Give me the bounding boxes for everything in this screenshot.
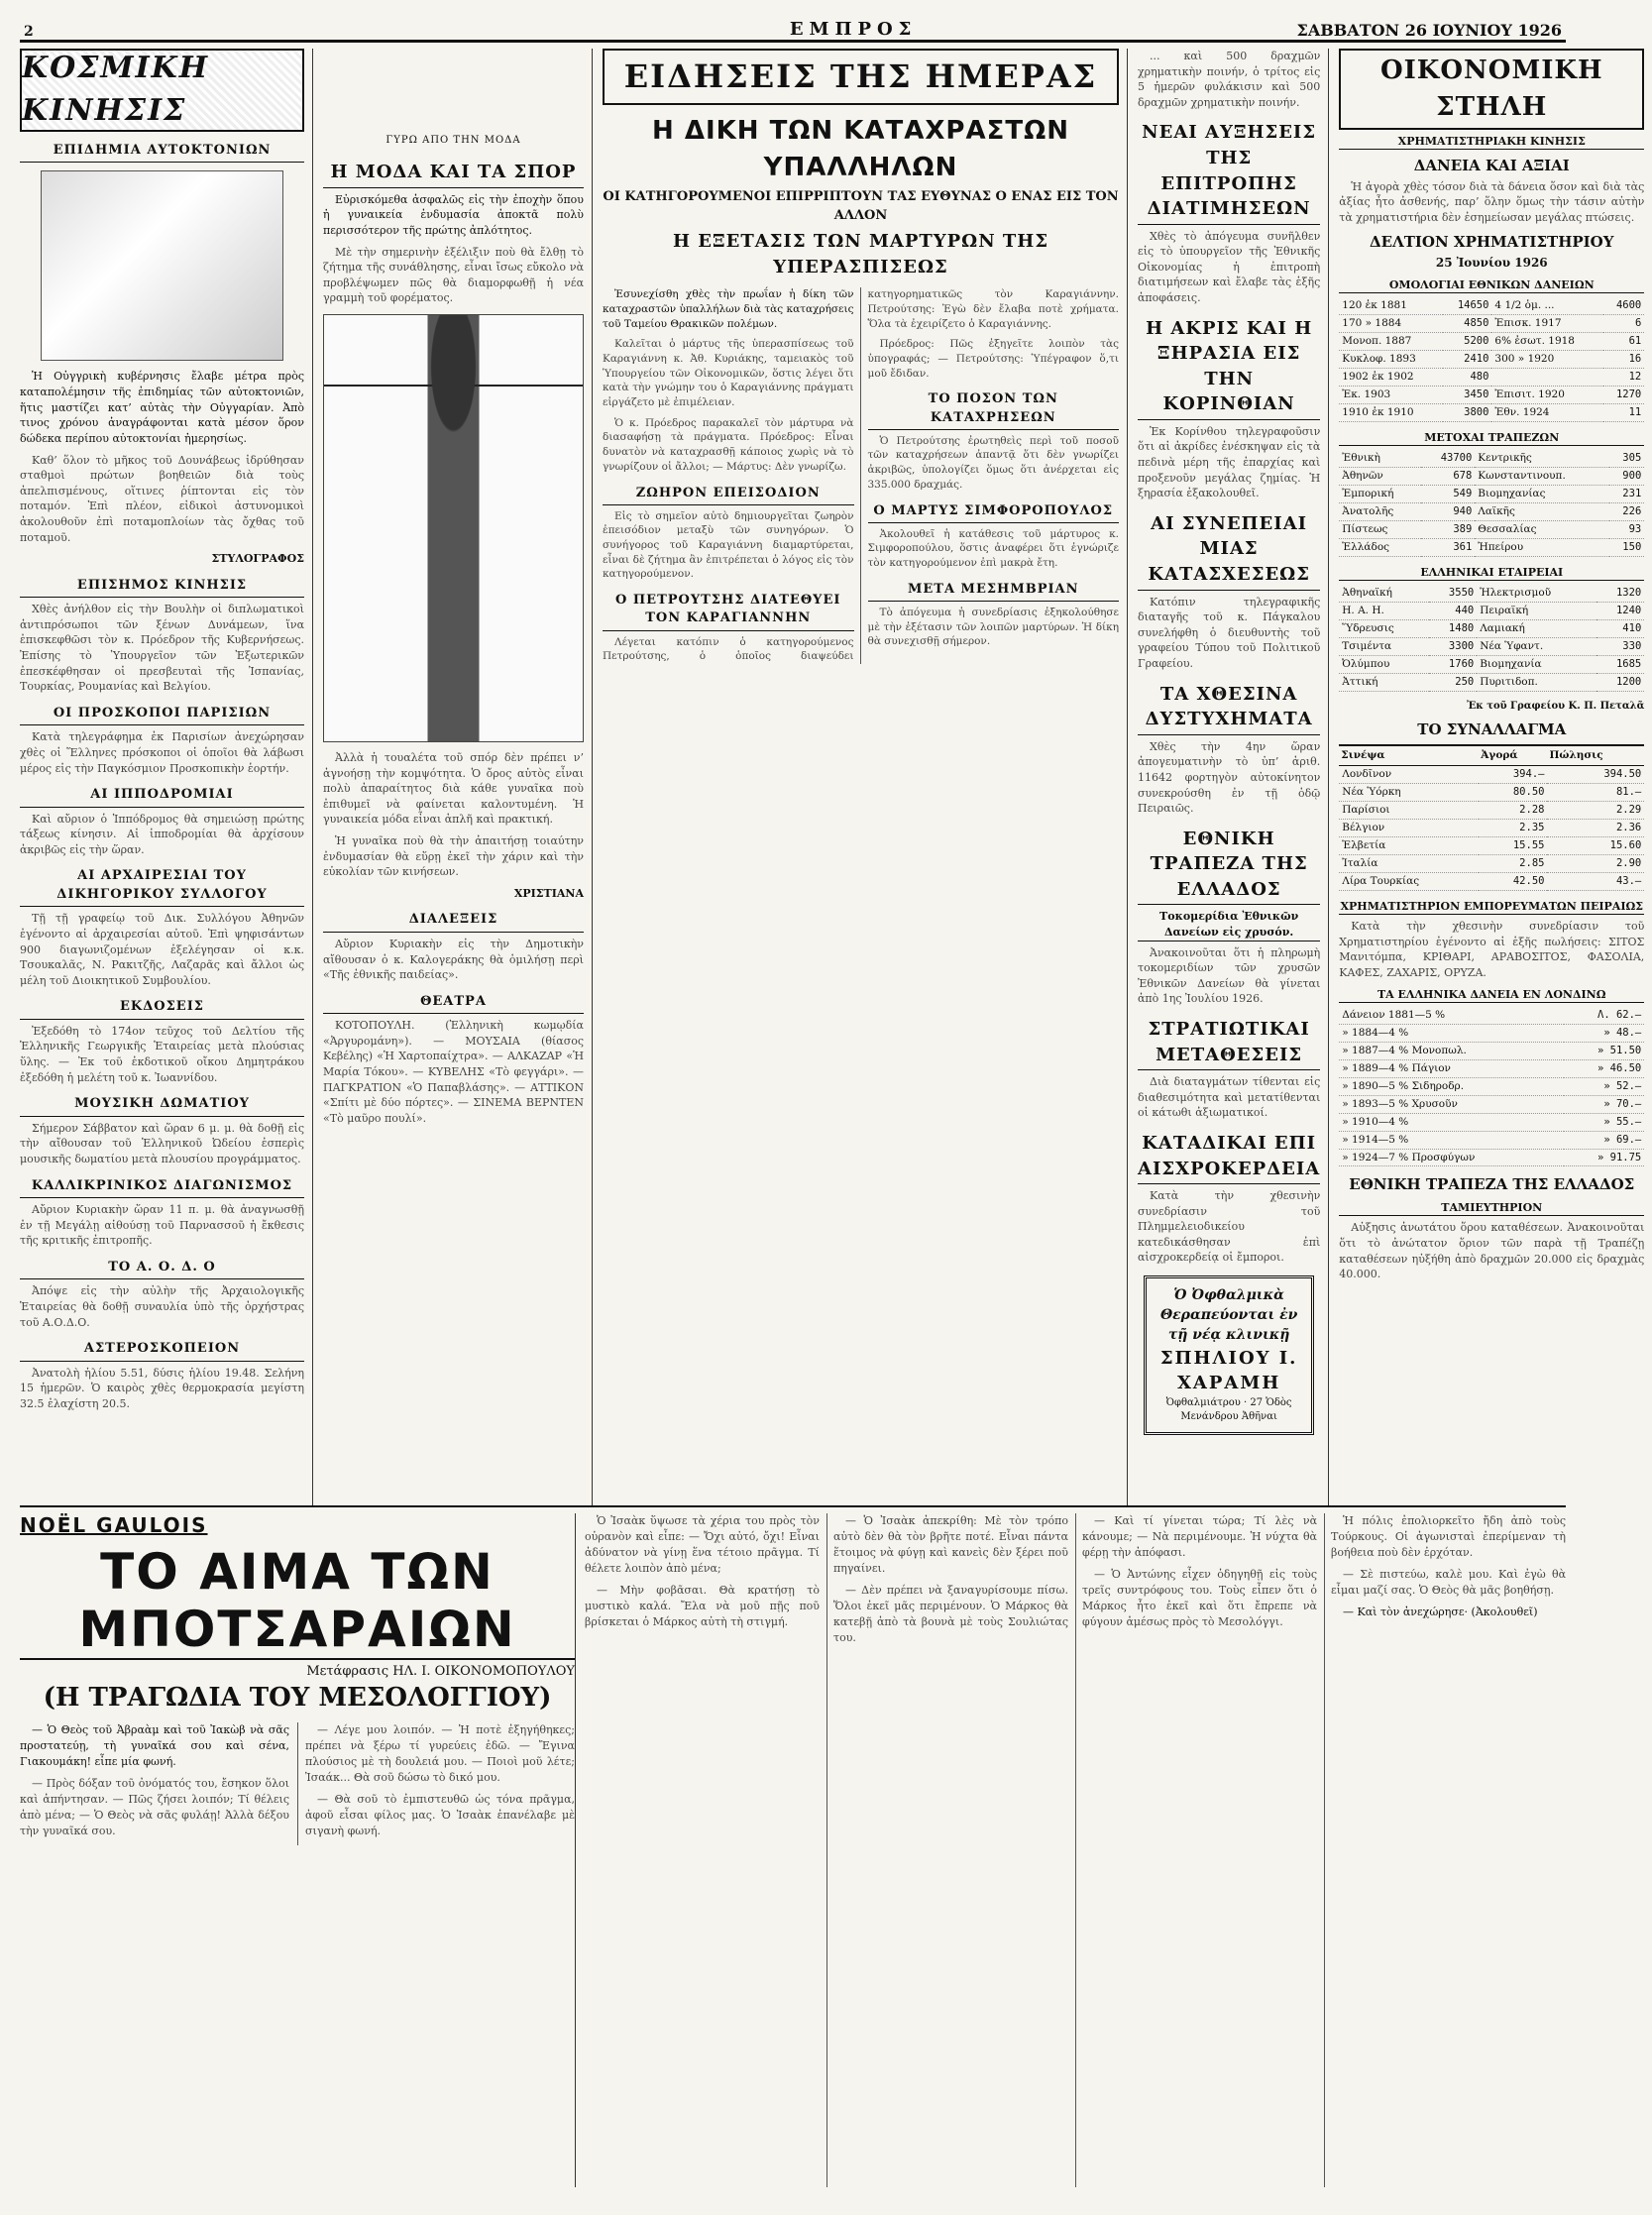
table-cell: Ἀθηναϊκή [1339,585,1429,602]
table-cell: Ὀλύμπου [1339,656,1429,674]
table-cell: 2.90 [1547,854,1644,872]
table-cell: Ἐκ. 1903 [1339,387,1443,404]
serial-paragraph: — Ὁ Θεὸς τοῦ Ἀβραὰμ καὶ τοῦ Ἰακὼβ νὰ σᾶς προστατεύῃ, τὴ γυναῖκά σου καὶ σένα, Γιακουμάκη! εἶπε μία φωνή. [20,1723,289,1768]
table-heading: ΕΛΛΗΝΙΚΑΙ ΕΤΑΙΡΕΙΑΙ [1339,565,1644,582]
table-row [1339,521,1644,539]
table-cell: Δάνειον 1881—5 % [1339,1007,1564,1024]
table-cell: Ὕδρευσις [1339,620,1429,638]
table-cell: 11 [1603,403,1644,421]
table-cell: 6 [1603,315,1644,333]
serial-translator: Μετάφρασις ΗΛ. Ι. ΟΙΚΟΝΟΜΟΠΟΥΛΟΥ [306,1664,575,1679]
serial-author: NOËL GAULOIS [20,1513,208,1537]
table-row [1339,1077,1644,1095]
signature: ΧΡΙΣΤΙΑΝΑ [513,886,584,900]
section-subheading: Τοκομερίδια Ἐθνικῶν Δανείων εἰς χρυσόν. [1138,909,1320,941]
table-cell: 61 [1603,333,1644,351]
table-cell: 4600 [1603,297,1644,314]
divider [575,1513,585,2187]
article-text: Ἐξεδόθη τὸ 174ον τεῦχος τοῦ Δελτίου τῆς Ἑλληνικῆς Γεωργικῆς Ἑταιρείας μετὰ πλούσιας ὕλης. — Ἐκ τοῦ ἐκδοτικοῦ οἴκου Δημητράκου ἐξεδόθη ἡ μελέτη τοῦ κ. Ἰωαννίδου. [20,1024,304,1084]
table-cell: Παρίσιοι [1339,802,1479,820]
table-cell: Ἀθηνῶν [1339,468,1421,486]
table-cell: Νέα Ὑφαντ. [1477,638,1597,656]
table-cell: 5200 [1443,333,1491,351]
table-cell: 43.— [1547,872,1644,890]
table-cell: 14650 [1443,297,1491,314]
serial-paragraph: Ὁ Ἰσαὰκ ὕψωσε τὰ χέρια του πρὸς τὸν οὐρανὸν καὶ εἶπε: — Ὄχι αὐτό, ὄχι! Εἶναι ἀδύνατον νὰ γίνῃ ἕνα τέτοιο πρᾶγμα. Τί θέλετε λοιπὸν ἀπὸ μένα; [585,1514,820,1575]
table-cell: 678 [1421,468,1475,486]
table-cell: 1760 [1429,656,1477,674]
table-cell: Λίρα Τουρκίας [1339,872,1479,890]
table-row [1339,1113,1644,1131]
serial-paragraph: — Λέγε μου λοιπόν. — Ἡ ποτὲ ἐξηγήθηκες; πρέπει νὰ ξέρω τί γυρεύεις ἐδῶ. — Ἔγινα πλούσιος μὲ τὴ δουλειά μου. — Ποιοὶ μοῦ λέτε; Ἰσαάκ... Θὰ σοῦ δώσω τὸ δικό μου. [305,1723,575,1784]
table-row [1339,1025,1644,1043]
table-cell: » 91.75 [1564,1149,1644,1166]
table-cell: Κεντρικῆς [1475,450,1608,467]
section-heading: ΕΠΙΔΗΜΙΑ ΑΥΤΟΚΤΟΝΙΩΝ [20,142,304,163]
table-cell: Ἡλεκτρισμοῦ [1477,585,1597,602]
table-cell: Πειραϊκή [1477,603,1597,620]
table-cell: Βέλγιον [1339,820,1479,837]
fashion-kicker: ΓΥΡΩ ΑΠΟ ΤΗΝ ΜΟΔΑ [385,135,521,146]
table-row [1339,836,1644,854]
serial-paragraph: — Καὶ τὸν ἀνεχώρησε· (Ἀκολουθεῖ) [1343,1605,1538,1618]
serial-paragraph: — Θὰ σοῦ τὸ ἐμπιστευθῶ ὡς τόνα πρᾶγμα, ἀφοῦ εἶσαι φίλος μας. Ὁ Ἰσαὰκ ἐπανέλαβε μὲ σιγανὴ φωνή. [305,1792,575,1837]
section-heading: ΤΑ ΕΛΛΗΝΙΚΑ ΔΑΝΕΙΑ ΕΝ ΛΟΝΔΙΝΩ [1339,987,1644,1004]
article-text: Χθὲς τὸ ἀπόγευμα συνῆλθεν εἰς τὸ ὑπουργεῖον τῆς Ἐθνικῆς Οἰκονομίας ἡ ἐπιτροπὴ διατιμήσεων καὶ ἔλαβε τὰς ἑξῆς ἀποφάσεις. [1138,229,1321,305]
table-cell: » 1884—4 % [1339,1025,1564,1043]
section-heading: ΜΟΥΣΙΚΗ ΔΩΜΑΤΙΟΥ [20,1095,304,1116]
table-cell: » 1910—4 % [1339,1113,1564,1131]
table-cell: Λονδῖνον [1339,766,1479,784]
table-row [1339,1060,1644,1078]
table-cell: Η. Α. Η. [1339,603,1429,620]
table-cell: 1320 [1597,585,1644,602]
table-cell: Ἀττική [1339,674,1429,692]
table-cell: 81.— [1547,784,1644,802]
bank-shares-table [1339,450,1644,556]
article-text: Αὐξησις ἀνωτάτου ὅρου καταθέσεων. Ἀνακοινοῦται ὅτι τὸ ἀνώτατον ὅριον τῶν παρὰ τῇ Τραπέζῃ καταθέσεων ηὐξήθη ἀπὸ δραχμῶν 20.000 εἰς δραχμὰς 40.000. [1339,1221,1645,1281]
table-heading: ΟΜΟΛΟΓΙΑΙ ΕΘΝΙΚΩΝ ΔΑΝΕΙΩΝ [1339,277,1644,294]
london-loans-table [1339,1007,1644,1166]
table-cell: 226 [1609,503,1645,521]
economy-title: ΟΙΚΟΝΟΜΙΚΗ ΣΤΗΛΗ [1339,49,1644,130]
table-cell: Ἀνατολῆς [1339,503,1421,521]
section-heading: ΖΩΗΡΟΝ ΕΠΕΙΣΟΔΙΟΝ [603,485,854,505]
serial-paragraph: — Πρὸς δόξαν τοῦ ὀνόματός του, ἔσηκον ὅλοι καὶ ἀπήντησαν. — Πῶς ζήσει λοιπόν; Τί θέλεις ἀπὸ μένα; — Ὁ Θεὸς νὰ σᾶς φυλάῃ! Ἀλλὰ δέξου τὴν γυναῖκά σου. [20,1776,289,1837]
table-cell: Βιομηχανίας [1475,486,1608,503]
table-row [1339,638,1644,656]
paper-name: ΕΜΠΡΟΣ [789,19,918,40]
economy-subheading-2: ΔΑΝΕΙΑ ΚΑΙ ΑΞΙΑΙ [1413,157,1570,175]
article-text: Ἀπόψε εἰς τὴν αὐλὴν τῆς Ἀρχαιολογικῆς Ἑταιρείας θὰ δοθῇ συναυλία ὑπὸ τῆς ὀρχήστρας τοῦ Α.Ο.Δ.Ο. [20,1284,304,1329]
table-cell: 549 [1421,486,1475,503]
serial-text-continued [585,1513,1566,2187]
article-text: ΚΟΤΟΠΟΥΛΗ. (Ἑλληνικὴ κωμῳδία «Ἀργυρομάνη»). — ΜΟΥΣΑΙΑ (θίασος Κεβέλης) «Ἡ Χαρτοπαίχτρα». — ΑΛΚΑΖΑΡ «Ἡ Μαρία Τόκου». — ΚΥΒΕΛΗΣ «Τὸ φεγγάρι». — ΠΑΓΚΡΑΤΙΟΝ «Ὁ Παπαβλάσης». — ΑΤΤΙΚΟΝ «Σπίτι μὲ δύο πόρτες». — ΣΙΝΕΜΑ ΒΕΡΝΤΕΝ «Τὸ μαῦρο πουλί». [323,1019,584,1125]
serial-paragraph: — Μὴν φοβᾶσαι. Θὰ κρατήσῃ τὸ μυστικὸ καλά. Ἔλα νὰ μοῦ πῇς ποῦ βρίσκεται ὁ Μάρκος αὐτὴ τὴ στιγμή. [585,1583,820,1628]
section-heading: ΤΟ Α. Ο. Δ. Ο [20,1259,304,1279]
section-heading: ΝΕΑΙ ΑΥΞΗΣΕΙΣ ΤΗΣ ΕΠΙΤΡΟΠΗΣ ΔΙΑΤΙΜΗΣΕΩΝ [1138,120,1320,224]
table-cell: Ἐθνικὴ [1339,450,1421,467]
table-cell: 2.28 [1479,802,1547,820]
table-header-cell: Ἀγορά [1479,745,1547,765]
masthead [20,14,1566,43]
table-cell: Πυριτιδοπ. [1477,674,1597,692]
table-cell: Ἐπισκ. 1917 [1491,315,1603,333]
table-cell: 1270 [1603,387,1644,404]
table-cell: 43700 [1421,450,1475,467]
table-cell: Θεσσαλίας [1475,521,1608,539]
issue-date: ΣΑΒΒΑΤΟΝ 26 ΙΟΥΝΙΟΥ 1926 [1296,21,1562,40]
article-text: Χθὲς ἀνήλθον εἰς τὴν Βουλὴν οἱ διπλωματικοὶ ἀντιπρόσωποι τῶν ξένων Δυνάμεων, ἵνα ἐπισκεφθῶσι τὸν κ. Πρόεδρον τῆς Κυβερνήσεως. Ἐπίσης τὸ Ὑπουργεῖον τῶν Ἐξωτερικῶν ἐπεσκέφθησαν οἱ πρεσβευταὶ τῆς Ἰσπανίας, Τουρκίας, Ρουμανίας καὶ Βελγίου. [20,603,304,694]
table-cell: Λαϊκῆς [1475,503,1608,521]
table-row [1339,766,1644,784]
news-subheadline-2: Η ΕΞΕΤΑΣΙΣ ΤΩΝ ΜΑΡΤΥΡΩΝ ΤΗΣ ΥΠΕΡΑΣΠΙΣΕΩΣ [672,231,1049,277]
clinic-advertisement [1144,1275,1314,1435]
column-various [1138,49,1329,1505]
table-row [1339,387,1644,404]
table-cell: 305 [1609,450,1645,467]
column-news [603,49,1128,1505]
table-cell: » 51.50 [1564,1043,1644,1060]
table-cell: 80.50 [1479,784,1547,802]
upper-section [20,49,1645,1507]
section-heading: ΤΑ ΧΘΕΣΙΝΑ ΔΥΣΤΥΧΗΜΑΤΑ [1138,682,1320,735]
table-row [1339,333,1644,351]
bank-heading: ΕΘΝΙΚΗ ΤΡΑΠΕΖΑ ΤΗΣ ΕΛΛΑΔΟΣ [1349,1175,1635,1194]
table-cell: » 69.— [1564,1131,1644,1149]
section-heading: ΔΙΑΛΕΞΕΙΣ [323,911,584,932]
article-text: Αὔριον Κυριακὴν εἰς τὴν Δημοτικὴν αἴθουσαν ὁ κ. Καλογεράκης θὰ ὁμιλήσῃ περὶ «Τῆς ἐθνικῆς παιδείας». [323,937,584,982]
section-heading: ΚΑΛΛΙΚΡΙΝΙΚΟΣ ΔΙΑΓΩΝΙΣΜΟΣ [20,1177,304,1198]
bank-subheading: ΤΑΜΙΕΥΤΗΡΙΟΝ [1339,1200,1644,1217]
table-cell: » 1889—4 % Πάγιον [1339,1060,1564,1078]
ad-line-2: ΣΠΗΛΙΟΥ Ι. ΧΑΡΑΜΗ [1159,1347,1298,1394]
fashion-title: Η ΜΟΔΑ ΚΑΙ ΤΑ ΣΠΟΡ [323,160,584,188]
table-cell: 16 [1603,351,1644,369]
serial-subtitle: (Η ΤΡΑΓΩΔΙΑ ΤΟΥ ΜΕΣΟΛΟΓΓΙΟΥ) [43,1683,552,1713]
table-cell: 3550 [1429,585,1477,602]
article-text: Κατὰ τὴν χθεσινὴν συνεδρίασιν τοῦ Χρηματιστηρίου ἐγένοντο αἱ ἑξῆς πωλήσεις: ΣΙΤΟΣ Μανιτόμπα, ΚΡΙΘΑΡΙ, ΑΡΑΒΟΣΙΤΟΣ, ΦΑΣΟΛΙΑ, ΚΑΦΕΣ, ΖΑΧΑΡΙΣ, ΟΡΥΖΑ. [1339,920,1645,980]
section-heading: Ο ΠΕΤΡΟΥΤΣΗΣ ΔΙΑΤΕΘΥΕΙ ΤΟΝ ΚΑΡΑΓΙΑΝΝΗΝ [603,592,854,630]
table-cell: Λαμιακή [1477,620,1597,638]
table-row [1339,1149,1644,1166]
table-cell: » 1887—4 % Μονοπωλ. [1339,1043,1564,1060]
illustration-image [41,170,284,361]
article-text-continued: Ὁ κ. Πρόεδρος παρακαλεῖ τὸν μάρτυρα νὰ διασαφήσῃ τὰ πράγματα. Πρόεδρος: Εἶναι δυνατὸν νὰ καταχρασθῇ κάποιος χωρὶς νὰ τὸ γνωρίζουν οἱ ἄλλοι; — Μάρτυς: Δὲν γνωρίζω. [603,416,854,473]
serial-paragraph: Ἡ πόλις ἐπολιορκεῖτο ἤδη ἀπὸ τοὺς Τούρκους. Οἱ ἀγωνισταὶ ἐπερίμεναν τὴ βοήθεια ποὺ δὲν ἐρχόταν. [1331,1514,1566,1559]
news-headline: Η ΔΙΚΗ ΤΩΝ ΚΑΤΑΧΡΑΣΤΩΝ ΥΠΑΛΛΗΛΩΝ [652,116,1069,183]
table-cell: Ἐθν. 1924 [1491,403,1603,421]
table-cell: Ἑλλάδος [1339,538,1421,556]
page-number: 2 [24,24,34,40]
serial-section [20,1513,1566,2187]
table-cell: Λ. 62.— [1564,1007,1644,1024]
table-row [1339,486,1644,503]
ad-line-3: Ὀφθαλμιάτρου · 27 Ὁδὸς Μενάνδρου Ἀθῆναι [1165,1396,1292,1422]
table-cell: 2410 [1443,351,1491,369]
table-cell: 1200 [1597,674,1644,692]
table-cell: 42.50 [1479,872,1547,890]
table-cell: 150 [1609,538,1645,556]
table-cell: 389 [1421,521,1475,539]
economy-subheading: ΧΡΗΜΑΤΙΣΤΗΡΙΑΚΗ ΚΙΝΗΣΙΣ [1339,134,1644,151]
article-text-continued: Καλεῖται ὁ μάρτυς τῆς ὑπερασπίσεως τοῦ Καραγιάννη κ. Ἀθ. Κυριάκης, ταμειακὸς τοῦ Ὑπουργείου τῶν Οἰκονομικῶν, ὅστις λέγει ὅτι κατὰ τὴν γνώμην του ὁ Καραγιάννης πράγματι εἰργάζετο μὲ ἐπιμέλειαν. [603,338,854,409]
column-economy [1339,49,1652,1505]
article-text: Κατὰ τὴν χθεσινὴν συνεδρίασιν τοῦ Πλημμελειοδικείου κατεδικάσθησαν ἐπὶ αἰσχροκερδείᾳ οἱ ἔμποροι. [1138,1189,1321,1265]
table-cell: Μονοπ. 1887 [1339,333,1443,351]
table-row [1339,802,1644,820]
table-cell: 900 [1609,468,1645,486]
article-text: Εἰς τὸ σημεῖον αὐτὸ δημιουργεῖται ζωηρὸν ἐπεισόδιον μεταξὺ τῶν συνηγόρων. Ὁ συνήγορος τοῦ Καραγιάννη διαμαρτύρεται, εἶναι δὲ ζήτημα ἂν ἐπιτρέπεται ὁ λόγος εἰς τὸν κατηγορούμενον. [603,509,854,581]
table-row [1339,315,1644,333]
table-cell: 6% ἐσωτ. 1918 [1491,333,1603,351]
section-heading: ΜΕΤΑ ΜΕΣΗΜΒΡΙΑΝ [868,581,1120,602]
table-row [1339,468,1644,486]
table-row [1339,1131,1644,1149]
table-cell: 440 [1429,603,1477,620]
section-heading: ΘΕΑΤΡΑ [323,993,584,1014]
news-subheadline: ΟΙ ΚΑΤΗΓΟΡΟΥΜΕΝΟΙ ΕΠΙΡΡΙΠΤΟΥΝ ΤΑΣ ΕΥΘΥΝΑΣ Ο ΕΝΑΣ ΕΙΣ ΤΟΝ ΑΛΛΟΝ [603,189,1119,223]
fashion-illustration [323,314,584,742]
table-header-cell: Σινέψα [1339,745,1479,765]
newspaper-page [20,14,1645,2174]
table-row [1339,503,1644,521]
article-text: Ἡ ἀγορὰ χθὲς τόσον διὰ τὰ δάνεια ὅσον καὶ διὰ τὰς ἀξίας ἦτο ἀσθενής, παρ’ ὅλην ὅμως τὴν τάσιν αὐτὴν τὰ χρηματιστήρια δὲν ἐσημείωσαν μεγάλας πτώσεις. [1339,179,1645,224]
signature: ΣΤΥΛΟΓΡΑΦΟΣ [211,552,304,566]
table-cell: 480 [1443,369,1491,387]
table-row [1339,656,1644,674]
table-cell: » 1914—5 % [1339,1131,1564,1149]
article-text-continued: Ἡ γυναῖκα ποὺ θὰ τὴν ἀπαιτήσῃ τοιαύτην ἐνδυμασίαν θὰ εὕρῃ ἐκεῖ τὴν χάριν καὶ τὴν εὐκολίαν τῶν κινήσεων. [323,834,584,879]
table-cell: 2.85 [1479,854,1547,872]
table-row [1339,1043,1644,1060]
table-cell: » 1924—7 % Προσφύγων [1339,1149,1564,1166]
table-cell [1491,369,1603,387]
section-heading: ΑΙ ΑΡΧΑΙΡΕΣΙΑΙ ΤΟΥ ΔΙΚΗΓΟΡΙΚΟΥ ΣΥΛΛΟΓΟΥ [20,867,304,907]
article-text: Χθὲς τὴν 4ην ὥραν ἀπογευματινὴν τὸ ὑπ’ ἀριθ. 11642 φορτηγὸν αὐτοκίνητον συνεκρούσθη ἐν τῇ ὁδῷ Πειραιῶς. [1138,739,1321,816]
table-cell: Ἰταλία [1339,854,1479,872]
table-row [1339,603,1644,620]
table-row [1339,585,1644,602]
table-cell: » 1893—5 % Χρυσοῦν [1339,1095,1564,1113]
serial-paragraph: — Σὲ πιστεύω, καλὲ μου. Καὶ ἐγὼ θὰ εἶμαι μαζί σας. Ὁ Θεὸς θὰ μᾶς βοηθήσῃ. [1331,1567,1566,1597]
article-text: Ὁ Πετρούτσης ἐρωτηθεὶς περὶ τοῦ ποσοῦ τῶν καταχρήσεων ἀπαντᾷ ὅτι δὲν γνωρίζει ἀκριβῶς, ὑπολογίζει ὅμως ὅτι ἀνέρχεται εἰς 335.000 δραχμάς. [867,434,1119,491]
table-cell: 1902 ἐκ 1902 [1339,369,1443,387]
table-cell: 1480 [1429,620,1477,638]
news-banner: ΕΙΔΗΣΕΙΣ ΤΗΣ ΗΜΕΡΑΣ [603,49,1119,105]
table-cell: » 48.— [1564,1025,1644,1043]
table-cell: 250 [1429,674,1477,692]
article-text: Τὸ ἀπόγευμα ἡ συνεδρίασις ἐξηκολούθησε μὲ τὴν ἐξέτασιν τῶν λοιπῶν μαρτύρων. Ἡ δίκη θὰ συνεχισθῇ σήμερον. [867,606,1119,648]
article-text-continued: Μὲ τὴν σημερινὴν ἐξέλιξιν ποὺ θὰ ἔλθῃ τὸ ζήτημα τῆς συνάθλησης, εἶναι ἴσως εὔκολο νὰ προβλέψωμεν πῶς θὰ διαμορφωθῇ ἡ νέα γραμμὴ τοῦ φορέματος. [323,245,584,305]
section-heading: ΚΑΤΑΔΙΚΑΙ ΕΠΙ ΑΙΣΧΡΟΚΕΡΔΕΙΑ [1138,1131,1320,1184]
table-row [1339,674,1644,692]
article-text: Κατόπιν τηλεγραφικῆς διαταγῆς τοῦ κ. Πάγκαλου συνελήφθη ὁ διευθυντὴς τοῦ γραφείου Τύπου τοῦ Πολιτικοῦ Γραφείου. [1138,595,1321,670]
section-heading: ΤΟ ΠΟΣΟΝ ΤΩΝ ΚΑΤΑΧΡΗΣΕΩΝ [868,390,1120,429]
section-heading: ΕΚΔΟΣΕΙΣ [20,998,304,1019]
table-cell: 361 [1421,538,1475,556]
table-cell: 231 [1609,486,1645,503]
section-heading: ΧΡΗΜΑΤΙΣΤΗΡΙΟΝ ΕΜΠΟΡΕΥΜΑΤΩΝ ΠΕΙΡΑΙΩΣ [1339,899,1644,916]
article-text: ... καὶ 500 δραχμῶν χρηματικὴν ποινήν, ὁ τρίτος εἰς 5 ἡμερῶν φυλάκισιν καὶ 500 δραχμῶν χρηματικὴν ποινήν. [1138,50,1321,109]
companies-table [1339,585,1644,691]
serial-header-column [20,1513,575,2187]
article-text: Καὶ αὔριον ὁ Ἱππόδρομος θὰ σημειώσῃ πρώτης τάξεως κίνησιν. Αἱ ἱπποδρομίαι θὰ ἀρχίσουν ἀκριβῶς εἰς τὴν ὥραν. [20,812,304,856]
table-cell: 1240 [1597,603,1644,620]
table-row [1339,538,1644,556]
table-cell: 120 ἐκ 1881 [1339,297,1443,314]
table-cell: Τσιμέντα [1339,638,1429,656]
column-society [20,49,313,1505]
table-cell: 170 » 1884 [1339,315,1443,333]
section-heading: ΑΙ ΣΥΝΕΠΕΙΑΙ ΜΙΑΣ ΚΑΤΑΣΧΕΣΕΩΣ [1138,511,1320,591]
table-header-cell: Πώλησις [1547,745,1644,765]
society-banner: ΚΟΣΜΙΚΗ ΚΙΝΗΣΙΣ [20,49,304,132]
section-heading: ΑΙ ΙΠΠΟΔΡΟΜΙΑΙ [20,786,304,807]
table-row [1339,872,1644,890]
table-cell: 15.60 [1547,836,1644,854]
table-cell: 300 » 1920 [1491,351,1603,369]
table-row [1339,1007,1644,1024]
table-row [1339,1095,1644,1113]
article-text: Ἐσυνεχίσθη χθὲς τὴν πρωΐαν ἡ δίκη τῶν καταχραστῶν ὑπαλλήλων διὰ τὰς καταχρήσεις τοῦ Ταμείου Θρακικῶν πολέμων. [603,288,854,330]
section-heading: ΟΙ ΠΡΟΣΚΟΠΟΙ ΠΑΡΙΣΙΩΝ [20,705,304,725]
article-text: Αὔριον Κυριακὴν ὥραν 11 π. μ. θὰ ἀναγνωσθῇ ἐν τῇ Μεγάλῃ αἰθούσῃ τοῦ Παρνασσοῦ ἡ ἔκθεσις τῆς κριτικῆς ἐπιτροπῆς. [20,1203,304,1248]
table-cell: 330 [1597,638,1644,656]
table-footnote: Ἐκ τοῦ Γραφείου Κ. Π. Πεταλᾶ [1467,700,1645,712]
serial-text-start [20,1722,575,1845]
table-cell: 2.29 [1547,802,1644,820]
table-row [1339,784,1644,802]
table-cell: 3300 [1429,638,1477,656]
serial-title: ΤΟ ΑΙΜΑ ΤΩΝ ΜΠΟΤΣΑΡΑΙΩΝ [20,1543,575,1660]
table-cell: Ἐπισιτ. 1920 [1491,387,1603,404]
table-row [1339,369,1644,387]
article-text-continued: Πρόεδρος: Πῶς ἐξηγεῖτε λοιπὸν τὰς ὑπογραφάς; — Πετρούτσης: Ὑπέγραφον ὅ,τι μοῦ ἔδιδαν. [867,338,1119,380]
table-row [1339,820,1644,837]
article-text: Σήμερον Σάββατον καὶ ὥραν 6 μ. μ. θὰ δοθῇ εἰς τὴν αἴθουσαν τοῦ Ἑλληνικοῦ Ὠδείου ἐσπερὶς μουσικῆς δωματίου μετὰ πλουσίου προγράμματος. [20,1121,304,1165]
table-cell: 93 [1609,521,1645,539]
loans-table [1339,297,1644,421]
table-cell: Ἠπείρου [1475,538,1608,556]
table-cell: 394.50 [1547,766,1644,784]
table-cell: » 52.— [1564,1077,1644,1095]
table-cell: Κυκλοφ. 1893 [1339,351,1443,369]
table-row [1339,620,1644,638]
ad-line-1: Ὁ Ὀφθαλμικὰ Θεραπεύονται ἐν τῇ νέᾳ κλινικῇ [1159,1287,1298,1343]
article-text: Ἡ Οὐγγρικὴ κυβέρνησις ἔλαβε μέτρα πρὸς καταπολέμησιν τῆς ἐπιδημίας τῶν αὐτοκτονιῶν, ἥτις μαστίζει κατ’ αὐτὰς τὴν Οὐγγαρίαν. Ἀπὸ τινος χρόνου ἀναγράφονται κατὰ μέσον ὅρον δώδεκα περίπου αὐτοκτονίαι ἡμερησίως. [20,370,304,445]
table-cell: » 70.— [1564,1095,1644,1113]
table-cell: Βιομηχανία [1477,656,1597,674]
serial-paragraph: — Ὁ Ἰσαὰκ ἀπεκρίθη: Μὲ τὸν τρόπο αὐτὸ δὲν θὰ τὸν βρῆτε ποτέ. Εἶναι πάντα ἕτοιμος νὰ φύγῃ καὶ κανεὶς δὲν ξέρει ποῦ πηγαίνει. [833,1514,1068,1575]
section-heading: ΕΘΝΙΚΗ ΤΡΑΠΕΖΑ ΤΗΣ ΕΛΛΑΔΟΣ [1138,827,1320,906]
table-cell: Νέα Ὑόρκη [1339,784,1479,802]
table-cell: 15.55 [1479,836,1547,854]
table-cell: 394.— [1479,766,1547,784]
section-heading: ΑΣΤΕΡΟΣΚΟΠΕΙΟΝ [20,1340,304,1361]
section-heading: ΣΤΡΑΤΙΩΤΙΚΑΙ ΜΕΤΑΘΕΣΕΙΣ [1138,1017,1320,1070]
table-cell: 410 [1597,620,1644,638]
table-cell: Ἐμπορική [1339,486,1421,503]
section-heading: ΕΠΙΣΗΜΟΣ ΚΙΝΗΣΙΣ [20,577,304,598]
bulletin-title: ΔΕΛΤΙΟΝ ΧΡΗΜΑΤΙΣΤΗΡΙΟΥ [1370,232,1614,251]
exchange-table [1339,744,1644,890]
table-cell: Κωνσταντινουπ. [1475,468,1608,486]
serial-paragraph: — Καὶ τί γίνεται τώρα; Τί λὲς νὰ κάνουμε; — Νὰ περιμένουμε. Ἡ νύχτα θὰ φέρῃ τὴν ἀπόφασι. [1082,1514,1317,1559]
article-text: Κατὰ τηλεγράφημα ἐκ Παρισίων ἀνεχώρησαν χθὲς οἱ Ἕλληνες πρόσκοποι οἱ ὁποῖοι θὰ λάβωσι μέρος εἰς τὴν Παγκόσμιον Προσκοπικὴν ἑορτήν. [20,730,304,775]
table-row [1339,854,1644,872]
exchange-title: ΤΟ ΣΥΝΑΛΛΑΓΜΑ [1417,720,1567,739]
section-heading: Ο ΜΑΡΤΥΣ ΣΙΜΦΟΡΟΠΟΥΛΟΣ [868,502,1120,523]
news-body [603,287,1119,664]
table-cell: » 55.— [1564,1113,1644,1131]
article-text: Διὰ διαταγμάτων τίθενται εἰς διαθεσιμότητα καὶ μετατίθενται οἱ κάτωθι ἀξιωματικοί. [1138,1075,1321,1120]
column-fashion [323,49,593,1505]
article-text: Λέγεται κατόπιν ὁ κατηγορούμενος Πετρούτσης, ὁ ὁποῖος διαψεύδει κατηγορηματικῶς τὸν Καραγιάννην. Πετρούτσης: Ἐγὼ δὲν ἔλαβα ποτὲ χρήματα. Ὅλα τὰ ἐχειρίζετο ὁ Καραγιάννης. [603,288,1119,663]
table-cell: Πίστεως [1339,521,1421,539]
table-cell: 1685 [1597,656,1644,674]
section-heading: Η ΑΚΡΙΣ ΚΑΙ Η ΞΗΡΑΣΙΑ ΕΙΣ ΤΗΝ ΚΟΡΙΝΘΙΑΝ [1138,316,1320,420]
article-text-continued: Καθ’ ὅλον τὸ μῆκος τοῦ Δουνάβεως ἱδρύθησαν σταθμοὶ πρώτων βοηθειῶν διὰ τοὺς ἀπελπισμένους, οἵτινες ῥίπτονται εἰς τὸν ποταμόν. Ἐπὶ πλέον, εἰδικοὶ ἀστυνομικοὶ ἀκολουθοῦν ἐπὶ ποταμοπλοίων τὰς ὄχθας τοῦ ποταμοῦ. [20,453,304,544]
table-cell: 3450 [1443,387,1491,404]
table-cell: 4850 [1443,315,1491,333]
table-row [1339,450,1644,467]
article-text: Τῇ τῇ γραφείῳ τοῦ Δικ. Συλλόγου Ἀθηνῶν ἐγένοντο αἱ ἀρχαιρεσίαι αὐτοῦ. Ἐπὶ ψηφισάντων 900 διαγωνιζομένων ἐξελέγησαν οἱ κ.κ. Τσουκαλᾶς, Ν. Ρακιτζῆς, Λαζαρᾶς καὶ ἄλλοι ὡς μέλη τοῦ Διοικητικοῦ Συμβουλίου. [20,912,304,987]
table-cell: 1910 ἐκ 1910 [1339,403,1443,421]
table-row [1339,351,1644,369]
article-text: Ἐκ Κορίνθου τηλεγραφοῦσιν ὅτι αἱ ἀκρίδες ἐνέσκηψαν εἰς τὰ πεδινὰ μέρη τῆς ἐπαρχίας καὶ προξενοῦν μεγάλας ζημίας. Ἡ ξηρασία ἐξακολουθεῖ. [1138,424,1321,500]
table-heading: ΜΕΤΟΧΑΙ ΤΡΑΠΕΖΩΝ [1339,430,1644,447]
bulletin-date: 25 Ἰουνίου 1926 [1435,255,1548,270]
table-cell: » 46.50 [1564,1060,1644,1078]
table-cell: Ἑλβετία [1339,836,1479,854]
table-cell: 4 1/2 ὁμ. ... [1491,297,1603,314]
table-cell: 2.35 [1479,820,1547,837]
article-text: Ἀκολουθεῖ ἡ κατάθεσις τοῦ μάρτυρος κ. Σιμφοροπούλου, ὅστις ἀναφέρει ὅτι ἐγνώριζε τὸν κατηγορούμενον ἐπὶ μακρὰ ἔτη. [867,527,1119,570]
table-cell: 3800 [1443,403,1491,421]
table-cell: 12 [1603,369,1644,387]
article-text: Εὐρισκόμεθα ἀσφαλῶς εἰς τὴν ἐποχὴν ὅπου ἡ γυναικεία ἐνδυμασία ἀποκτᾶ πολὺ περισσότερον τῆς πρώτης ἀπλότητος. [323,192,584,237]
serial-paragraph: — Ὁ Ἀντώνης εἶχεν ὁδηγηθῇ εἰς τοὺς τρεῖς συντρόφους του. Τοὺς εἶπεν ὅτι ὁ Μάρκος ἦτο ἐκεῖ καὶ ὅτι ἔπρεπε νὰ φύγουν ἀμέσως πρὸς τὸ Μεσολόγγι. [1082,1567,1317,1628]
table-row [1339,297,1644,314]
article-text-continued: Ἀλλὰ ἡ τουαλέτα τοῦ σπόρ δὲν πρέπει ν’ ἀγνοήσῃ τὴν κομψότητα. Ὁ ὄρος αὐτὸς εἶναι πολὺ ἀπαραίτητος διὰ κάθε γυναῖκα ποὺ ἐπιθυμεῖ νὰ φαίνεται καλοντυμένη. Ἡ γυναικεία μόδα εἶναι ἀπλῆ καὶ πρακτική. [323,751,584,827]
article-text: Ἀνατολὴ ἡλίου 5.51, δύσις ἡλίου 19.48. Σελήνη 15 ἡμερῶν. Ὁ καιρὸς χθὲς θερμοκρασία μεγίστη 32.5 ἐλαχίστη 20.5. [20,1366,304,1410]
table-cell: 940 [1421,503,1475,521]
serial-paragraph: — Δὲν πρέπει νὰ ξαναγυρίσουμε πίσω. Ὅλοι ἐκεῖ μᾶς περιμένουν. Ὁ Μάρκος θὰ κατεβῇ ἀπὸ τὰ βουνὰ μὲ τοὺς Σουλιώτας του. [833,1583,1068,1644]
table-cell: » 1890—5 % Σιδηροδρ. [1339,1077,1564,1095]
table-row [1339,403,1644,421]
article-text: Ἀνακοινοῦται ὅτι ἡ πληρωμὴ τοκομεριδίων τῶν χρυσῶν Ἐθνικῶν Δανείων θὰ γίνεται ἀπὸ 1ης Ἰουλίου 1926. [1138,945,1321,1006]
table-cell: 2.36 [1547,820,1644,837]
